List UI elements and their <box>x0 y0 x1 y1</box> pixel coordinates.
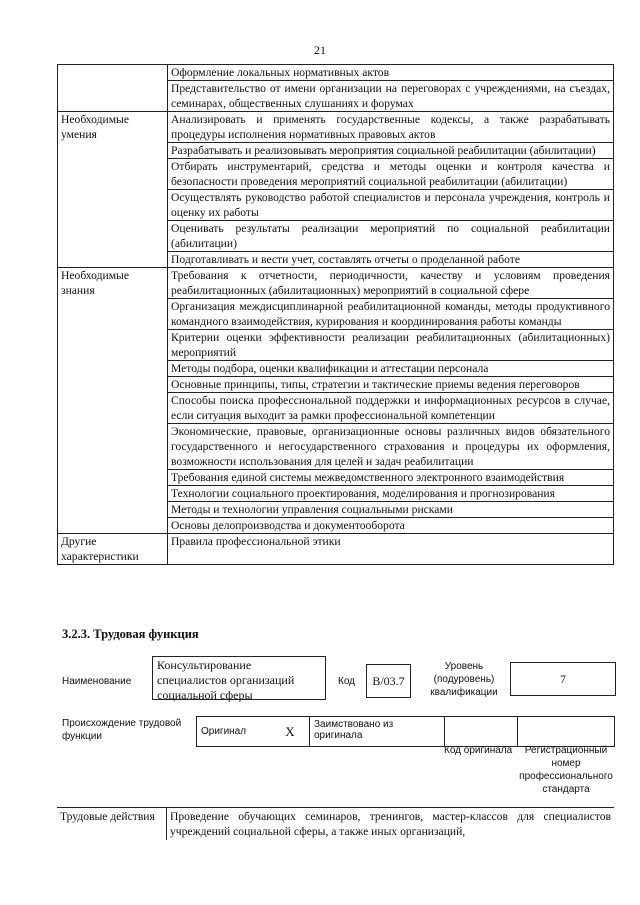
page-number: 21 <box>314 43 326 57</box>
original-label: Оригинал <box>197 717 272 747</box>
reg-number-cell <box>518 717 615 747</box>
name-label: Наименование <box>62 676 132 687</box>
requirement-item: Основы делопроизводства и документооборота <box>168 518 614 534</box>
row-group-label: Необходимые умения <box>58 112 168 268</box>
labor-actions-table <box>57 807 614 840</box>
requirement-item: Критерии оценки эффективности реализации реабилитационных (абилитационных) мероприятий <box>168 330 614 361</box>
requirement-item: Требования единой системы межведомственного электронного взаимодействия <box>168 470 614 486</box>
requirement-item: Осуществлять руководство работой специалистов и персонала учреждения, контроль и оценку их работы <box>168 190 614 221</box>
labor-actions-text: Проведение обучающих семинаров, тренингов, мастер-классов для специалистов учреждений социальной сферы, а также иных организаций, <box>167 808 615 841</box>
origin-table <box>196 716 615 747</box>
table-row <box>58 65 614 81</box>
labor-actions-label: Трудовые действия <box>57 808 167 841</box>
origin-label: Происхождение трудовой функции <box>62 718 182 742</box>
requirement-item: Методы подбора, оценки квалификации и аттестации персонала <box>168 361 614 377</box>
row-group-label: Другие характеристики <box>58 534 168 565</box>
code-original-caption: Код оригинала <box>444 745 513 756</box>
borrowed-label: Заимствовано из оригинала <box>310 717 445 747</box>
function-name-box <box>152 656 326 700</box>
level-box <box>510 662 616 696</box>
table-row <box>58 534 614 565</box>
code-original-cell <box>445 717 518 747</box>
requirement-item: Основные принципы, типы, стратегии и тактические приемы ведения переговоров <box>168 377 614 393</box>
requirement-item: Анализировать и применять государственные кодексы, а также разрабатывать процедуры исполнения нормативных правовых актов <box>168 112 614 143</box>
requirement-item: Организация междисциплинарной реабилитационной команды, методы продуктивного командного взаимодействия, курирования и координирования работы команды <box>168 299 614 330</box>
requirement-item: Оформление локальных нормативных актов <box>168 65 614 81</box>
requirement-item: Технологии социального проектирования, моделирования и прогнозирования <box>168 486 614 502</box>
requirements-table <box>57 64 614 565</box>
reg-number-caption: Регистрационный номер профессионального стандарта <box>519 745 613 795</box>
code-label: Код <box>338 676 356 687</box>
row-group-label <box>58 65 168 112</box>
requirement-item: Разрабатывать и реализовывать мероприятия социальной реабилитации (абилитации) <box>168 143 614 159</box>
requirement-item: Методы и технологии управления социальными рисками <box>168 502 614 518</box>
table-row <box>58 112 614 143</box>
requirement-item: Представительство от имени организации на переговорах с учреждениями, на съездах, семинарах, общественных слушаниях и форумах <box>168 81 614 112</box>
level-value: 7 <box>560 672 566 686</box>
requirement-item: Подготавливать и вести учет, составлять отчеты о проделанной работе <box>168 252 614 268</box>
level-label: Уровень (подуровень) квалификации <box>430 661 498 698</box>
requirement-item: Отбирать инструментарий, средства и методы оценки и контроля качества и безопасности проведения мероприятий социальной реабилитации (абилитации) <box>168 159 614 190</box>
code-value: B/03.7 <box>372 674 405 688</box>
function-name: Консультирование специалистов организаций социальной сферы <box>157 658 295 702</box>
row-group-label: Необходимые знания <box>58 268 168 534</box>
original-mark: X <box>271 717 310 747</box>
requirement-item: Требования к отчетности, периодичности, качеству и условиям проведения реабилитационных (абилитационных) мероприятий в социальной сфере <box>168 268 614 299</box>
table-row <box>58 268 614 299</box>
requirement-item: Правила профессиональной этики <box>168 534 614 565</box>
requirement-item: Экономические, правовые, организационные основы различных видов обязательного государственного и негосударственного страхования и процедуры их оформления, возможности использования для целей и задач реабилитации <box>168 424 614 470</box>
requirement-item: Способы поиска профессиональной поддержки и информационных ресурсов в случае, если ситуация выходит за рамки профессиональной компетенции <box>168 393 614 424</box>
code-box <box>366 664 411 698</box>
requirement-item: Оценивать результаты реализации мероприятий по социальной реабилитации (абилитации) <box>168 221 614 252</box>
section-title: 3.2.3. Трудовая функция <box>62 627 199 641</box>
